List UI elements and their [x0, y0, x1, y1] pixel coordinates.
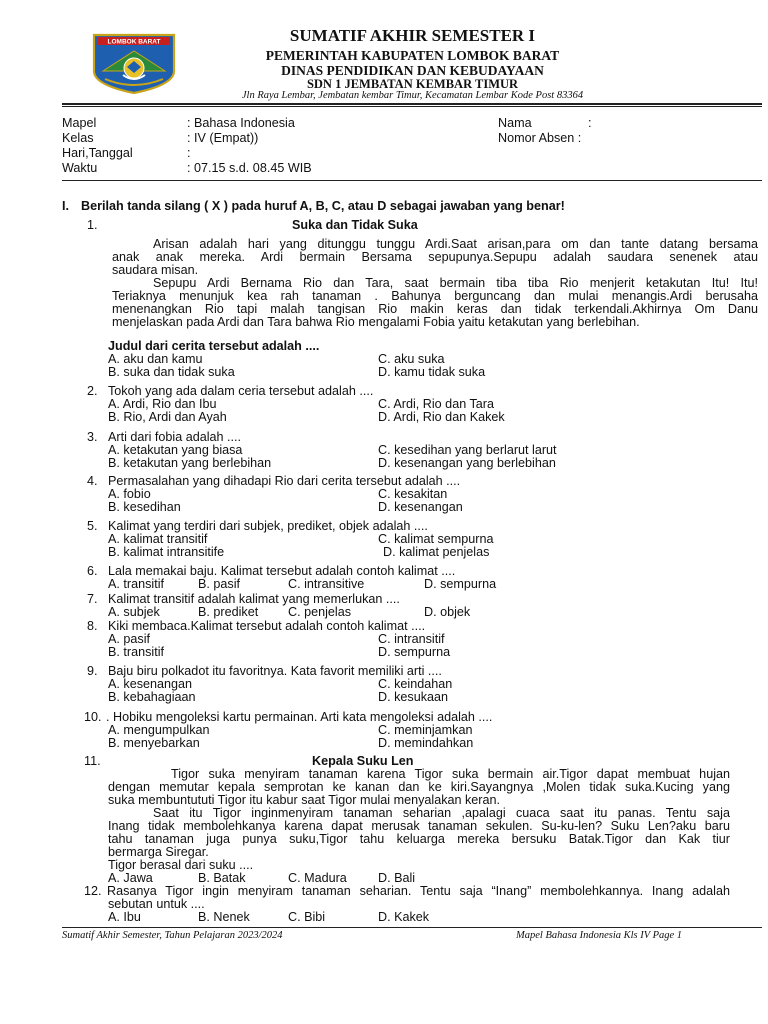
q9-text: Baju biru polkadot itu favoritnya. Kata favorit memiliki arti ....: [108, 664, 442, 678]
story2-p1b: dengan memutar kepala semprotan ke kanan dan ke kiri.Sayangnya ,Molen tidak suka.Kucing yang: [108, 780, 730, 794]
absen-label: Nomor Absen :: [498, 131, 582, 145]
story2-p2d: bermarga Siregar.: [108, 845, 209, 859]
mapel-value: : Bahasa Indonesia: [187, 116, 295, 130]
q8-option-c[interactable]: C. intransitif: [378, 632, 445, 646]
svg-text:LOMBOK BARAT: LOMBOK BARAT: [107, 38, 161, 46]
q5-option-b[interactable]: B. kalimat intransitife: [108, 545, 225, 559]
q10-number: 10.: [84, 710, 102, 724]
q4-text: Permasalahan yang dihadapi Rio dari cerita tersebut adalah ....: [108, 474, 461, 488]
q10-option-a[interactable]: A. mengumpulkan: [108, 723, 210, 737]
school-address: Jln Raya Lembar, Jembatan kembar Timur, Kecamatan Lembar Kode Post 83364: [241, 90, 584, 101]
q6-option-b[interactable]: B. pasif: [198, 577, 240, 591]
kelas-label: Kelas: [62, 131, 94, 145]
hari-value: :: [187, 146, 191, 160]
q2-text: Tokoh yang ada dalam ceria tersebut adalah ....: [108, 384, 374, 398]
q12-number: 12.: [84, 884, 102, 898]
q2-number: 2.: [87, 384, 98, 398]
story1-p1c: saudara misan.: [112, 263, 199, 277]
q4-option-b[interactable]: B. kesedihan: [108, 500, 181, 514]
q3-option-d[interactable]: D. kesenangan yang berlebihan: [378, 456, 556, 470]
q4-number: 4.: [87, 474, 98, 488]
story1-number: 1.: [87, 218, 98, 232]
hari-label: Hari,Tanggal: [62, 146, 133, 160]
q3-option-c[interactable]: C. kesedihan yang berlarut larut: [378, 443, 557, 457]
q12-option-c[interactable]: C. Bibi: [288, 910, 326, 924]
q11-text: Tigor berasal dari suku ....: [108, 858, 254, 872]
q1-text: Judul dari cerita tersebut adalah ....: [108, 339, 320, 353]
story2-p2b: Inang tidak membolehkanya karena dapat merusak tanaman sekulen. Su-ku-len? Suku Len?aku baru: [108, 819, 730, 833]
q8-option-b[interactable]: B. transitif: [108, 645, 164, 659]
q10-option-c[interactable]: C. meminjamkan: [378, 723, 473, 737]
q3-number: 3.: [87, 430, 98, 444]
q6-text: Lala memakai baju. Kalimat tersebut adalah contoh kalimat ....: [108, 564, 456, 578]
story2-p2a: Saat itu Tigor inginmenyiram tanaman seharian ,apalagi cuaca saat itu panas. Tentu saja: [153, 806, 730, 820]
q12-text-a: Rasanya Tigor ingin menyiram tanaman seharian. Tentu saja “Inang” membolehkannya. Inang adalah: [107, 884, 730, 898]
q7-option-d[interactable]: D. objek: [424, 605, 471, 619]
kelas-value: : IV (Empat)): [187, 131, 259, 145]
exam-title: SUMATIF AKHIR SEMESTER I: [289, 26, 536, 45]
q5-text: Kalimat yang terdiri dari subjek, prediket, objek adalah ....: [108, 519, 428, 533]
q7-option-b[interactable]: B. prediket: [198, 605, 259, 619]
q4-option-c[interactable]: C. kesakitan: [378, 487, 448, 501]
q7-text: Kalimat transitif adalah kalimat yang memerlukan ....: [108, 592, 400, 606]
story1-p2d: menjelaskan pada Ardi dan Tara bahwa Rio mengalami Fobia yaitu ketakutan yang berlebihan.: [112, 315, 640, 329]
q8-text: Kiki membaca.Kalimat tersebut adalah contoh kalimat ....: [108, 619, 426, 633]
q5-option-c[interactable]: C. kalimat sempurna: [378, 532, 494, 546]
q2-option-d[interactable]: D. Ardi, Rio dan Kakek: [378, 410, 505, 424]
q11-option-b[interactable]: B. Batak: [198, 871, 246, 885]
q10-option-d[interactable]: D. memindahkan: [378, 736, 474, 750]
q2-option-a[interactable]: A. Ardi, Rio dan Ibu: [108, 397, 217, 411]
story1-p2a: Sepupu Ardi Bernama Rio dan Tara, saat bermain tiba tiba Rio menjerit ketakutan Itu! Itu!: [153, 276, 758, 290]
q9-option-b[interactable]: B. kebahagiaan: [108, 690, 196, 704]
nama-colon: :: [588, 116, 592, 130]
q12-text-b: sebutan untuk ....: [108, 897, 205, 911]
mapel-label: Mapel: [62, 116, 97, 130]
story1-p2c: menenangkan Rio tapi malah tangisan Rio makin keras dan tidak terkendali.Akhirnya Om Danu: [112, 302, 758, 316]
section-instruction: Berilah tanda silang ( X ) pada huruf A, B, C, atau D sebagai jawaban yang benar!: [81, 199, 565, 213]
info-rule: [62, 180, 762, 181]
department-name: DINAS PENDIDIKAN DAN KEBUDAYAAN: [281, 63, 544, 78]
story1-p1b: anak anak mereka. Ardi bermain Bersama sepupunya.Sepupu adalah saudara senenek atau: [112, 250, 758, 264]
q2-option-b[interactable]: B. Rio, Ardi dan Ayah: [108, 410, 227, 424]
waktu-value: : 07.15 s.d. 08.45 WIB: [187, 161, 312, 175]
story2-p1c: suka membuntututi Tigor itu kabur saat Tigor mulai menyalakan keran.: [108, 793, 500, 807]
footer-rule: [62, 927, 762, 928]
header-rule: [62, 103, 762, 105]
story1-title: Suka dan Tidak Suka: [292, 218, 418, 232]
section-number: I.: [62, 199, 69, 213]
q2-option-c[interactable]: C. Ardi, Rio dan Tara: [378, 397, 494, 411]
q6-option-d[interactable]: D. sempurna: [424, 577, 497, 591]
q3-option-a[interactable]: A. ketakutan yang biasa: [108, 443, 243, 457]
footer-left: Sumatif Akhir Semester, Tahun Pelajaran 2023/2024: [62, 930, 283, 941]
header-rule-thin: [62, 106, 762, 107]
q6-option-a[interactable]: A. transitif: [108, 577, 164, 591]
q9-option-d[interactable]: D. kesukaan: [378, 690, 449, 704]
q10-option-b[interactable]: B. menyebarkan: [108, 736, 200, 750]
q10-text: . Hobiku mengoleksi kartu permainan. Arti kata mengoleksi adalah ....: [106, 710, 493, 724]
waktu-label: Waktu: [62, 161, 98, 175]
q7-number: 7.: [87, 592, 98, 606]
story1-p2b: Teriaknya menunjuk kea rah tanaman . Bahunya berguncang dan mulai menangis.Ardi berusaha: [112, 289, 758, 303]
q8-number: 8.: [87, 619, 98, 633]
q9-option-c[interactable]: C. keindahan: [378, 677, 453, 691]
q12-option-d[interactable]: D. Kakek: [378, 910, 430, 924]
q1-option-a[interactable]: A. aku dan kamu: [108, 352, 203, 366]
q12-option-a[interactable]: A. Ibu: [108, 910, 141, 924]
story2-number: 11.: [84, 754, 101, 768]
story2-p1a: Tigor suka menyiram tanaman karena Tigor suka bermain air.Tigor dapat membuat hujan: [171, 767, 730, 781]
q5-option-a[interactable]: A. kalimat transitif: [108, 532, 208, 546]
story1-p1a: Arisan adalah hari yang ditunggu tunggu Ardi.Saat arisan,para om dan tante datang bersama: [153, 237, 758, 251]
q9-option-a[interactable]: A. kesenangan: [108, 677, 193, 691]
q7-option-c[interactable]: C. penjelas: [288, 605, 352, 619]
story2-title: Kepala Suku Len: [312, 754, 414, 768]
q12-option-b[interactable]: B. Nenek: [198, 910, 250, 924]
story2-p2c: tahu tanaman juga punya suku,Tigor tahu keluarga mereka bersuku Batak.Tigor dan Kak tiur: [108, 832, 730, 846]
q5-option-d[interactable]: D. kalimat penjelas: [383, 545, 490, 559]
q3-text: Arti dari fobia adalah ....: [108, 430, 242, 444]
school-name: SDN 1 JEMBATAN KEMBAR TIMUR: [306, 77, 519, 91]
footer-right: Mapel Bahasa Indonesia Kls IV Page 1: [516, 930, 683, 941]
q1-option-b[interactable]: B. suka dan tidak suka: [108, 365, 235, 379]
q8-option-d[interactable]: D. sempurna: [378, 645, 451, 659]
q11-option-a[interactable]: A. Jawa: [108, 871, 153, 885]
nama-label: Nama: [498, 116, 532, 130]
q8-option-a[interactable]: A. pasif: [108, 632, 150, 646]
q1-option-d[interactable]: D. kamu tidak suka: [378, 365, 486, 379]
q6-option-c[interactable]: C. intransitive: [288, 577, 365, 591]
q4-option-a[interactable]: A. fobio: [108, 487, 151, 501]
q7-option-a[interactable]: A. subjek: [108, 605, 160, 619]
q11-option-d[interactable]: D. Bali: [378, 871, 416, 885]
lombok-barat-logo: [91, 31, 177, 94]
q1-option-c[interactable]: C. aku suka: [378, 352, 445, 366]
government-name: PEMERINTAH KABUPATEN LOMBOK BARAT: [265, 48, 560, 63]
q3-option-b[interactable]: B. ketakutan yang berlebihan: [108, 456, 272, 470]
q5-number: 5.: [87, 519, 98, 533]
q4-option-d[interactable]: D. kesenangan: [378, 500, 463, 514]
q6-number: 6.: [87, 564, 98, 578]
q9-number: 9.: [87, 664, 98, 678]
q11-option-c[interactable]: C. Madura: [288, 871, 347, 885]
